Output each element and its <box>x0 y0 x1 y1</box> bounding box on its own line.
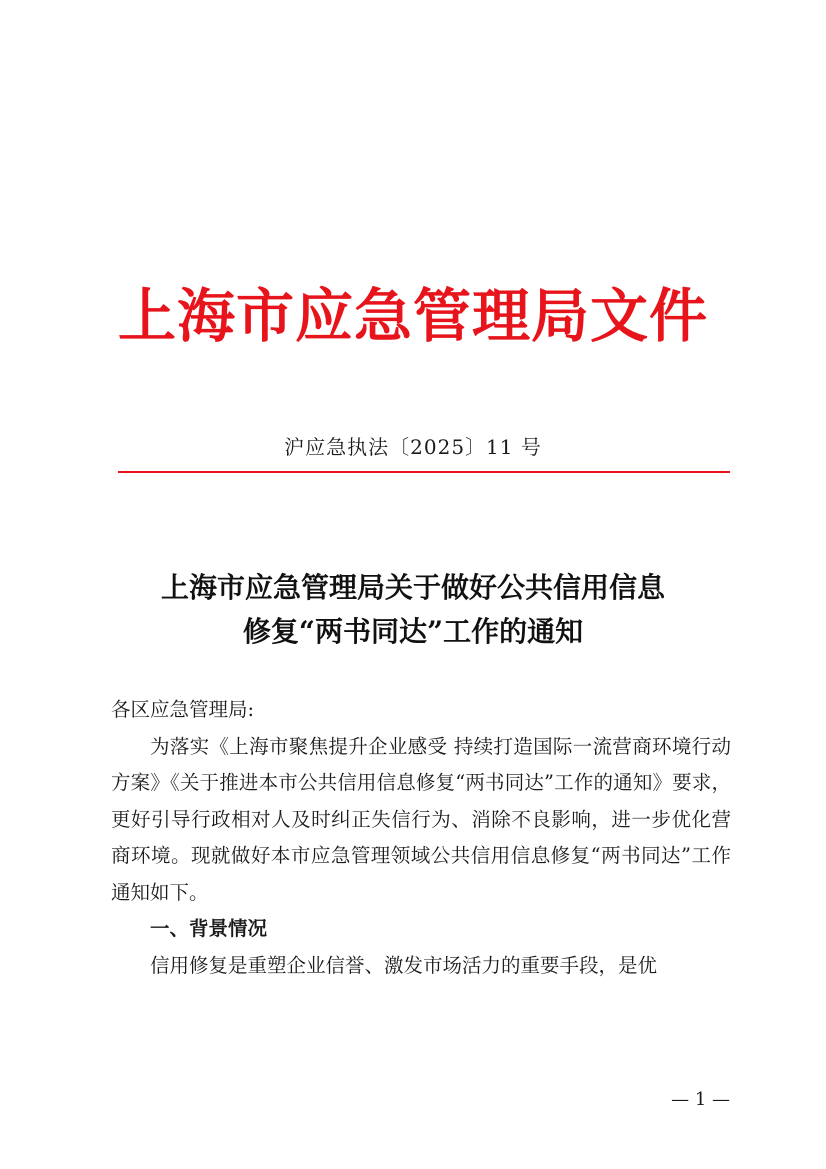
salutation: 各区应急管理局: <box>111 698 255 721</box>
red-divider-line <box>118 471 730 473</box>
paragraph-background: 信用修复是重塑企业信誉、激发市场活力的重要手段，是优 <box>150 953 658 977</box>
page-number: — 1 — <box>671 1089 730 1110</box>
document-number: 沪应急执法〔2025〕11 号 <box>284 435 542 459</box>
title-line-1: 上海市应急管理局关于做好公共信用信息 <box>160 571 665 604</box>
masthead-title: 上海市应急管理局文件 <box>117 282 708 350</box>
title-line-2: 修复“两书同达”工作的通知 <box>242 615 584 648</box>
document-body <box>111 692 731 984</box>
section-heading-1: 一、背景情况 <box>150 917 268 940</box>
document-title <box>0 566 826 654</box>
paragraph-intro: 为落实《上海市聚焦提升企业感受 持续打造国际一流营商环境行动方案》《关于推进本市公共信用信息修复“两书同达”工作的通知》要求，更好引导行政相对人及时纠正失信行为、消除不良影响，进一步优化营商环境。现就做好本市应急管理领域公共信用信息修复“两书同达”工作通知如下。 <box>111 734 731 904</box>
